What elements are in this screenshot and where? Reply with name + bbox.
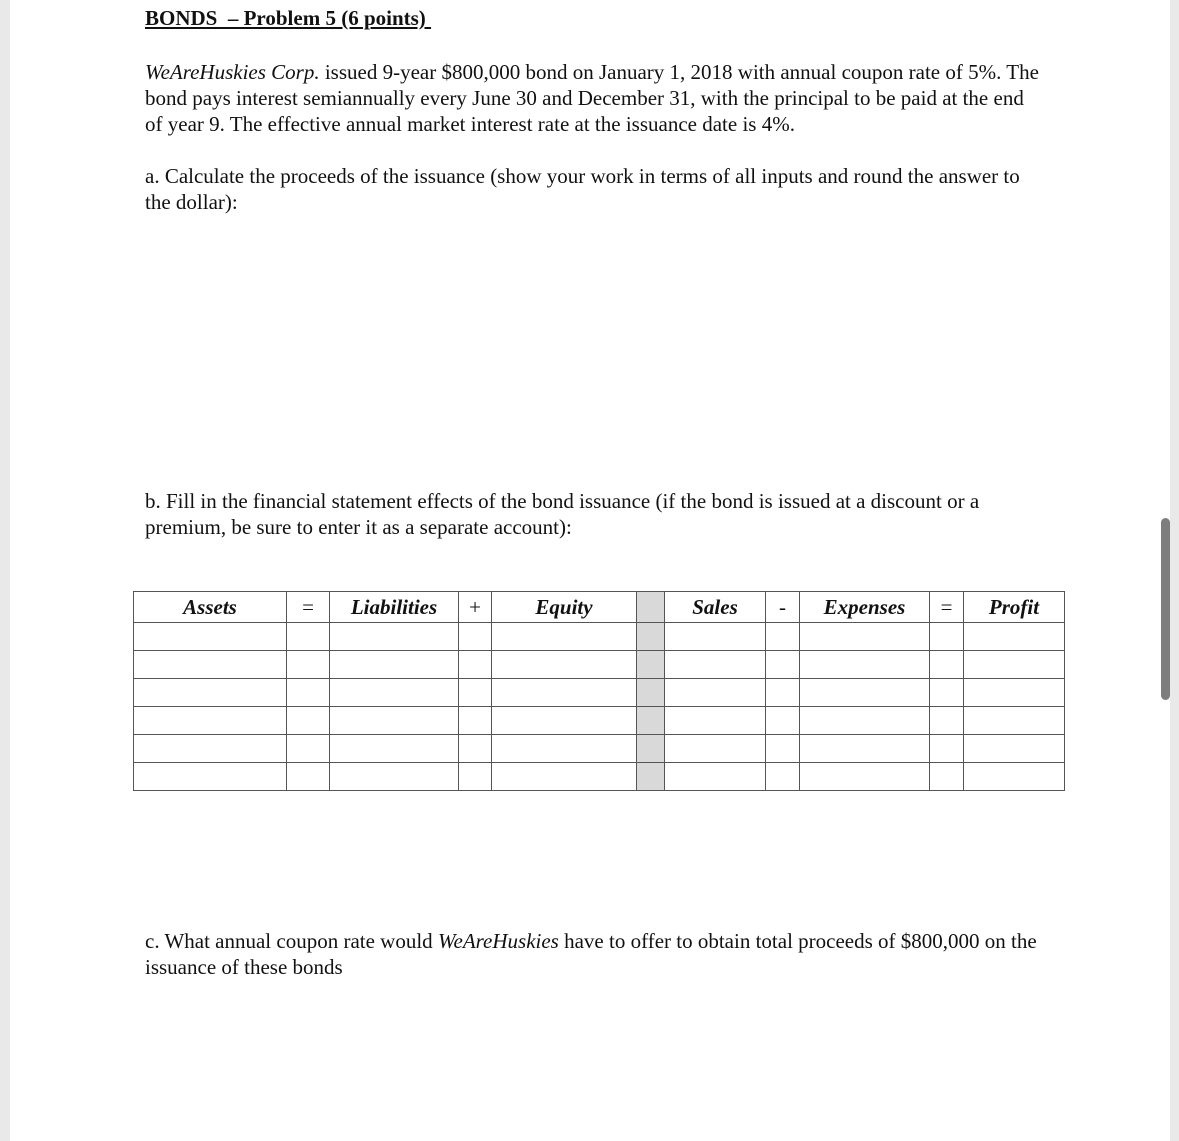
header-equity: Equity (492, 592, 637, 623)
table-cell[interactable] (964, 679, 1065, 707)
table-row (134, 679, 1065, 707)
table-cell[interactable] (766, 651, 800, 679)
table-cell[interactable] (964, 707, 1065, 735)
part-c-question (145, 928, 1045, 980)
table-row (134, 707, 1065, 735)
table-cell[interactable] (665, 651, 766, 679)
table-cell[interactable] (766, 763, 800, 791)
table-cell[interactable] (930, 623, 964, 651)
intro-text: issued 9-year $800,000 bond on January 1, 2018 with annual coupon rate of 5%. The bond pays interest semiannually every June 30 and December 31, with the principal to be paid at the end of year 9. The effective annual market interest rate at the issuance date is 4%. (145, 60, 1039, 136)
table-cell[interactable] (459, 735, 492, 763)
table-cell[interactable] (665, 679, 766, 707)
table-cell[interactable] (800, 707, 930, 735)
header-profit: Profit (964, 592, 1065, 623)
separator-cell (637, 707, 665, 735)
header-plus: + (459, 592, 492, 623)
separator-cell (637, 623, 665, 651)
table-cell[interactable] (964, 763, 1065, 791)
table-cell[interactable] (665, 763, 766, 791)
table-row (134, 623, 1065, 651)
table-body (134, 623, 1065, 791)
table-cell[interactable] (492, 735, 637, 763)
table-cell[interactable] (800, 651, 930, 679)
header-liabilities: Liabilities (330, 592, 459, 623)
separator-cell (637, 763, 665, 791)
table-cell[interactable] (800, 763, 930, 791)
table-cell[interactable] (330, 763, 459, 791)
table-cell[interactable] (964, 651, 1065, 679)
table-cell[interactable] (134, 651, 287, 679)
document-page (10, 0, 1170, 1141)
table-cell[interactable] (492, 763, 637, 791)
table-cell[interactable] (930, 651, 964, 679)
part-c-company: WeAreHuskies (437, 929, 559, 953)
table-cell[interactable] (800, 679, 930, 707)
table-cell[interactable] (134, 679, 287, 707)
table-cell[interactable] (930, 735, 964, 763)
part-c-prefix: c. What annual coupon rate would (145, 929, 438, 953)
table-cell[interactable] (800, 623, 930, 651)
header-equals-1: = (287, 592, 330, 623)
problem-title: BONDS – Problem 5 (6 points) (145, 6, 432, 30)
separator-cell (637, 735, 665, 763)
table-cell[interactable] (459, 707, 492, 735)
table-cell[interactable] (287, 679, 330, 707)
table-cell[interactable] (964, 735, 1065, 763)
separator-cell (637, 679, 665, 707)
separator-cell (637, 651, 665, 679)
table-cell[interactable] (330, 735, 459, 763)
table-cell[interactable] (665, 623, 766, 651)
table-cell[interactable] (766, 623, 800, 651)
table-cell[interactable] (287, 707, 330, 735)
table-cell[interactable] (134, 763, 287, 791)
table-cell[interactable] (492, 679, 637, 707)
table-cell[interactable] (800, 735, 930, 763)
table-cell[interactable] (492, 707, 637, 735)
table-header-row (134, 592, 1065, 623)
financial-statement-effects-table (133, 591, 1065, 791)
part-c-suffix: have to offer to obtain total proceeds of $800,000 on the issuance of these bonds (145, 929, 1037, 979)
table-cell[interactable] (459, 651, 492, 679)
table-cell[interactable] (930, 679, 964, 707)
table-cell[interactable] (330, 623, 459, 651)
table-cell[interactable] (459, 623, 492, 651)
part-a-question: a. Calculate the proceeds of the issuance (show your work in terms of all inputs and round the answer to the dollar): (145, 164, 1020, 214)
table-cell[interactable] (964, 623, 1065, 651)
table-cell[interactable] (766, 735, 800, 763)
vertical-scrollbar-thumb[interactable] (1161, 518, 1170, 700)
table-cell[interactable] (459, 763, 492, 791)
company-name: WeAreHuskies Corp. (145, 60, 320, 84)
table-cell[interactable] (134, 735, 287, 763)
header-expenses: Expenses (800, 592, 930, 623)
table-cell[interactable] (766, 679, 800, 707)
table-cell[interactable] (492, 651, 637, 679)
header-sales: Sales (665, 592, 766, 623)
table-cell[interactable] (287, 735, 330, 763)
table-cell[interactable] (134, 623, 287, 651)
table-cell[interactable] (134, 707, 287, 735)
table-cell[interactable] (492, 623, 637, 651)
table-row (134, 735, 1065, 763)
header-assets: Assets (134, 592, 287, 623)
header-minus: - (766, 592, 800, 623)
table-cell[interactable] (766, 707, 800, 735)
table-cell[interactable] (665, 735, 766, 763)
table-cell[interactable] (287, 651, 330, 679)
table-cell[interactable] (330, 707, 459, 735)
table-cell[interactable] (459, 679, 492, 707)
table-cell[interactable] (330, 679, 459, 707)
header-equals-2: = (930, 592, 964, 623)
table-cell[interactable] (665, 707, 766, 735)
header-separator (637, 592, 665, 623)
table-cell[interactable] (930, 763, 964, 791)
table-cell[interactable] (287, 763, 330, 791)
table-row (134, 651, 1065, 679)
table-cell[interactable] (287, 623, 330, 651)
table-cell[interactable] (330, 651, 459, 679)
table-cell[interactable] (930, 707, 964, 735)
problem-intro (145, 59, 1045, 137)
table-row (134, 763, 1065, 791)
part-b-question: b. Fill in the financial statement effects of the bond issuance (if the bond is issued at a discount or a premium, be sure to enter it as a separate account): (145, 489, 980, 539)
